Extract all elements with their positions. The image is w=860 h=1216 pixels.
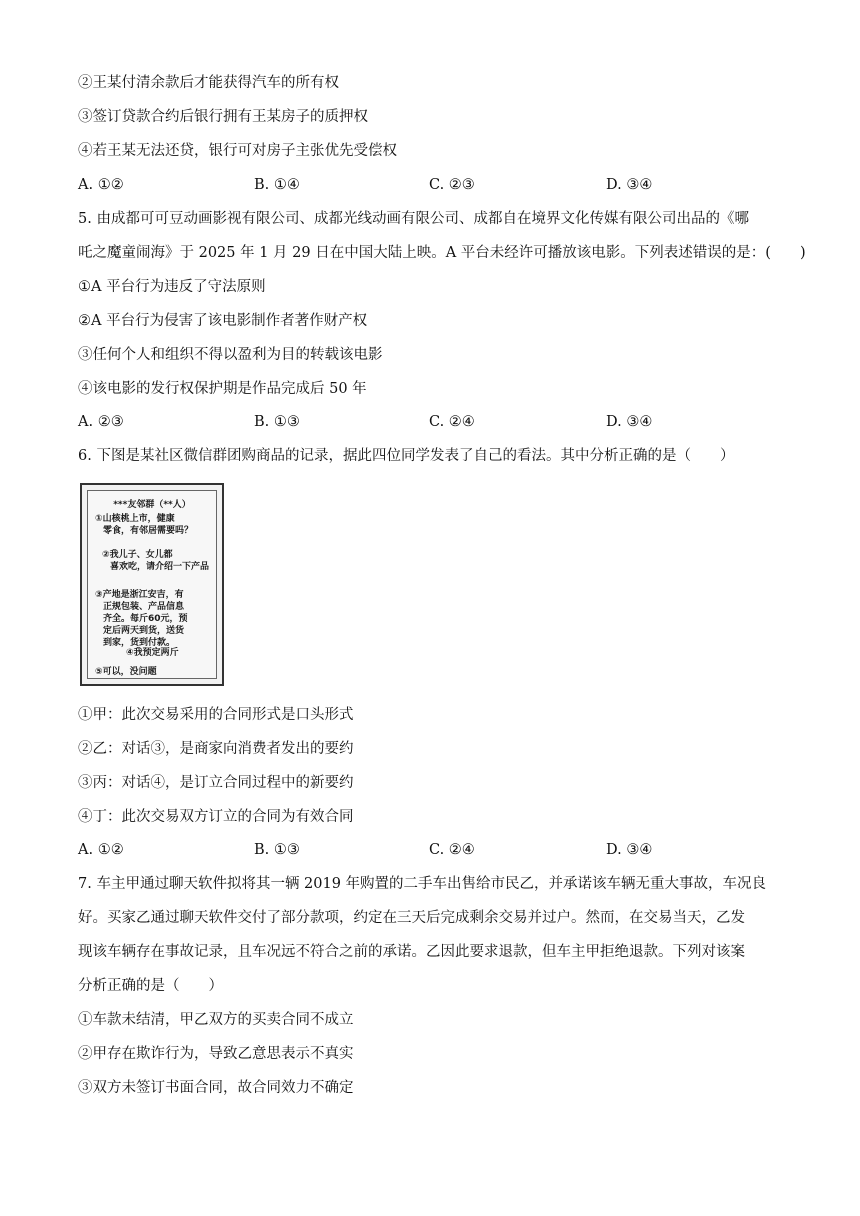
q4-item-4: ④若王某无法还贷，银行可对房子主张优先受偿权: [78, 143, 397, 159]
q5-item-4: ④该电影的发行权保护期是作品完成后 50 年: [78, 381, 367, 397]
q6-item-2: ②乙：对话③，是商家向消费者发出的要约: [78, 741, 354, 757]
q7-stem-line-1: 7. 车主甲通过聊天软件拟将其一辆 2019 年购置的二手车出售给市民乙，并承诺该车辆无重大事故，车况良: [78, 876, 767, 892]
chat-message-5: ⑤可以，没问题: [95, 667, 157, 677]
q6-options: [78, 840, 778, 860]
q6-option-d: D. ③④: [606, 842, 653, 858]
chat-message-2: ②我儿子、女儿都 喜欢吃，请介绍一下产品: [102, 550, 210, 572]
q4-option-b: B. ①④: [254, 177, 300, 193]
q4-option-a: A. ①②: [78, 177, 124, 193]
wechat-group-figure: [80, 483, 224, 686]
q6-item-3: ③丙：对话④，是订立合同过程中的新要约: [78, 775, 354, 791]
chat-message-3: ③产地是浙江安吉，有 正规包装、产品信息 齐全。每斤60元，预 定后两天到货，送货 到家，货到付款。: [95, 590, 188, 648]
q7-stem-line-2: 好。买家乙通过聊天软件交付了部分款项，约定在三天后完成剩余交易并过户。然而，在交易当天，乙发: [78, 910, 745, 926]
q6-stem: 6. 下图是某社区微信群团购商品的记录，据此四位同学发表了自己的看法。其中分析正确的是（ ）: [78, 448, 735, 464]
q7-item-2: ②甲存在欺诈行为，导致乙意思表示不真实: [78, 1046, 354, 1062]
q5-option-d: D. ③④: [606, 414, 653, 430]
q5-stem-line-2: 吒之魔童闹海》于 2025 年 1 月 29 日在中国大陆上映。A 平台未经许可播放该电影。下列表述错误的是：( ): [78, 245, 806, 261]
q5-options: [78, 412, 778, 432]
q5-item-2: ②A 平台行为侵害了该电影制作者著作财产权: [78, 313, 368, 329]
chat-message-1: ①山核桃上市，健康 零食，有邻居需要吗？: [95, 514, 194, 536]
q6-option-b: B. ①③: [254, 842, 300, 858]
q4-item-3: ③签订贷款合约后银行拥有王某房子的质押权: [78, 109, 368, 125]
q7-stem-line-4: 分析正确的是（ ）: [78, 978, 223, 994]
q7-item-3: ③双方未签订书面合同，故合同效力不确定: [78, 1080, 354, 1096]
q5-item-3: ③任何个人和组织不得以盈利为目的转载该电影: [78, 347, 383, 363]
q5-option-b: B. ①③: [254, 414, 300, 430]
q4-option-d: D. ③④: [606, 177, 653, 193]
chat-message-4: ④我预定两斤: [126, 648, 179, 658]
q6-option-a: A. ①②: [78, 842, 124, 858]
chat-panel: [87, 490, 217, 679]
q4-option-c: C. ②③: [429, 177, 475, 193]
q5-option-a: A. ②③: [78, 414, 124, 430]
q4-item-2: ②王某付清余款后才能获得汽车的所有权: [78, 75, 339, 91]
q5-item-1: ①A 平台行为违反了守法原则: [78, 279, 266, 295]
chat-title: ***友邻群（**人）: [113, 500, 191, 510]
q6-item-4: ④丁：此次交易双方订立的合同为有效合同: [78, 809, 354, 825]
q6-option-c: C. ②④: [429, 842, 475, 858]
q5-option-c: C. ②④: [429, 414, 475, 430]
q6-item-1: ①甲：此次交易采用的合同形式是口头形式: [78, 707, 354, 723]
q5-stem-line-1: 5. 由成都可可豆动画影视有限公司、成都光线动画有限公司、成都自在境界文化传媒有限公司出品的《哪: [78, 211, 749, 227]
q7-item-1: ①车款未结清，甲乙双方的买卖合同不成立: [78, 1012, 354, 1028]
q4-options: [78, 175, 778, 195]
q7-stem-line-3: 现该车辆存在事故记录，且车况远不符合之前的承诺。乙因此要求退款，但车主甲拒绝退款。下列对该案: [78, 944, 745, 960]
